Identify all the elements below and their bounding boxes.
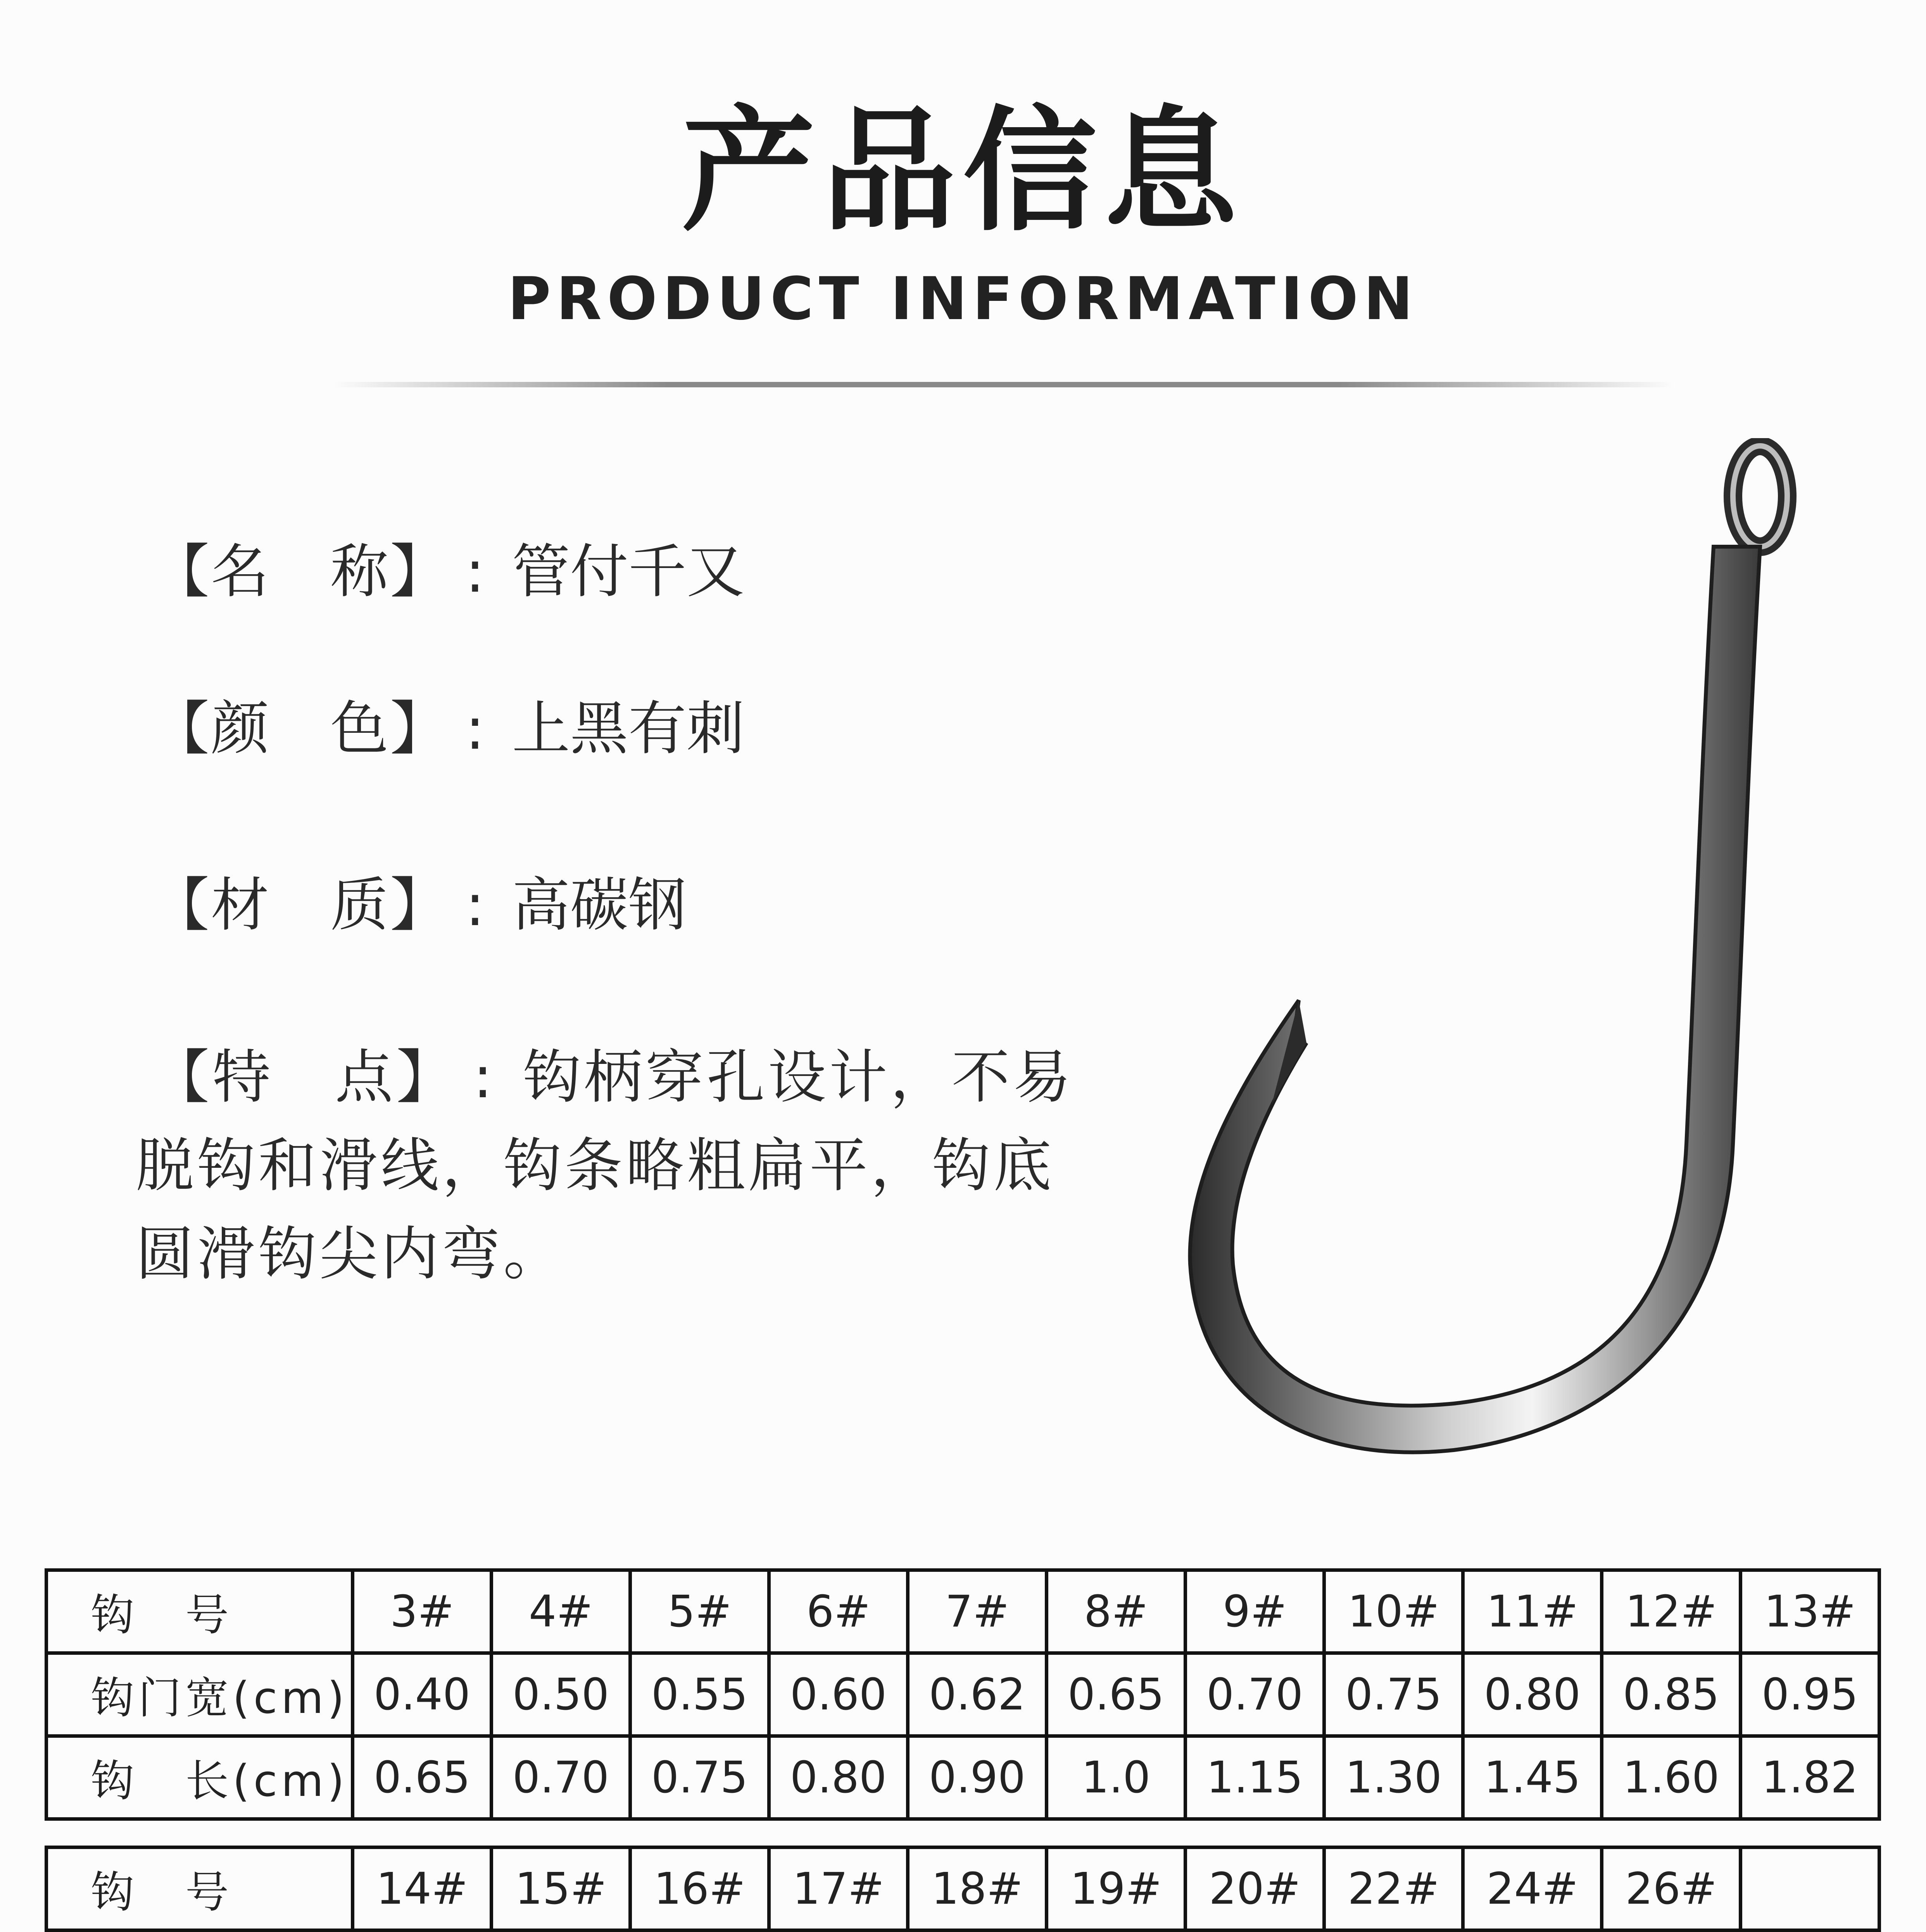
info-name-value: 管付千又 (512, 538, 745, 606)
feature-description (136, 1033, 1097, 1298)
info-material-colon: : (465, 872, 485, 939)
info-color-key: 【颜 色】 (151, 695, 450, 763)
info-material-key: 【材 质】 (151, 872, 450, 939)
fishing-hook-icon (1144, 438, 1822, 1508)
table-cell: 0.85 (1602, 1653, 1741, 1736)
table-cell: 20# (1186, 1847, 1324, 1930)
info-material-value: 高碳钢 (512, 872, 687, 939)
table-cell: 0.75 (630, 1736, 769, 1819)
table-row (47, 1570, 1879, 1653)
table-cell: 1.0 (1047, 1736, 1186, 1819)
table-cell: 0.40 (353, 1653, 492, 1736)
page-subtitle: PRODUCT INFORMATION (507, 264, 1419, 333)
info-color-row (151, 694, 745, 764)
table-row (47, 1736, 1879, 1819)
info-name-key: 【名 称】 (151, 538, 450, 606)
feature-line-2: 脱钩和滑线，钩条略粗扁平，钩底 (136, 1132, 1055, 1200)
table-cell: 19# (1047, 1847, 1186, 1930)
info-material-row (151, 870, 687, 940)
table-cell: 1.45 (1463, 1736, 1602, 1819)
table-cell (1741, 1847, 1879, 1930)
row-label: 钩 号 (47, 1570, 353, 1653)
feature-line-1 (136, 1033, 1097, 1122)
table-cell: 1.60 (1602, 1736, 1741, 1819)
row-label: 钩门宽(cm) (47, 1653, 353, 1736)
table-cell: 3# (353, 1570, 492, 1653)
table-cell: 13# (1741, 1570, 1879, 1653)
table-row (47, 1653, 1879, 1736)
table-cell: 0.90 (908, 1736, 1047, 1819)
table-cell: 1.30 (1324, 1736, 1463, 1819)
table-cell: 0.75 (1324, 1653, 1463, 1736)
table-cell: 0.55 (630, 1653, 769, 1736)
table-row (47, 1847, 1879, 1930)
table-cell: 0.70 (492, 1736, 630, 1819)
info-name-row (151, 537, 745, 607)
table-cell: 4# (492, 1570, 630, 1653)
table-cell: 10# (1324, 1570, 1463, 1653)
table-cell: 16# (630, 1847, 769, 1930)
info-color-colon: : (465, 695, 485, 763)
table-cell: 0.80 (769, 1736, 908, 1819)
table-cell: 0.65 (1047, 1653, 1186, 1736)
table-cell: 24# (1463, 1847, 1602, 1930)
table-cell: 0.60 (769, 1653, 908, 1736)
table-cell: 26# (1602, 1847, 1741, 1930)
table-cell: 0.70 (1186, 1653, 1324, 1736)
table-cell: 8# (1047, 1570, 1186, 1653)
table-cell: 14# (353, 1847, 492, 1930)
table-cell: 22# (1324, 1847, 1463, 1930)
spec-table-1 (45, 1568, 1881, 1821)
info-name-colon: : (465, 538, 485, 606)
header-divider (333, 382, 1675, 387)
table-cell: 1.82 (1741, 1736, 1879, 1819)
info-color-value: 上黑有刺 (512, 695, 745, 763)
table-cell: 11# (1463, 1570, 1602, 1653)
table-cell: 0.80 (1463, 1653, 1602, 1736)
page-title: 产品信息 (682, 94, 1244, 249)
table-cell: 0.65 (353, 1736, 492, 1819)
table-cell: 0.50 (492, 1653, 630, 1736)
table-cell: 5# (630, 1570, 769, 1653)
table-cell: 1.15 (1186, 1736, 1324, 1819)
table-cell: 0.62 (908, 1653, 1047, 1736)
row-label: 钩 长(cm) (47, 1736, 353, 1819)
feature-key: 【特 点】 (151, 1044, 458, 1111)
table-cell: 12# (1602, 1570, 1741, 1653)
table-cell: 7# (908, 1570, 1047, 1653)
feature-line-1-text: 钩柄穿孔设计，不易 (523, 1044, 1074, 1111)
table-cell: 17# (769, 1847, 908, 1930)
table-cell: 18# (908, 1847, 1047, 1930)
row-label: 钩 号 (47, 1847, 353, 1930)
table-cell: 6# (769, 1570, 908, 1653)
table-cell: 9# (1186, 1570, 1324, 1653)
feature-line-3: 圆滑钩尖内弯。 (136, 1221, 565, 1288)
spec-table-2 (45, 1846, 1881, 1932)
feature-colon: : (473, 1044, 496, 1111)
table-cell: 0.95 (1741, 1653, 1879, 1736)
table-cell: 15# (492, 1847, 630, 1930)
